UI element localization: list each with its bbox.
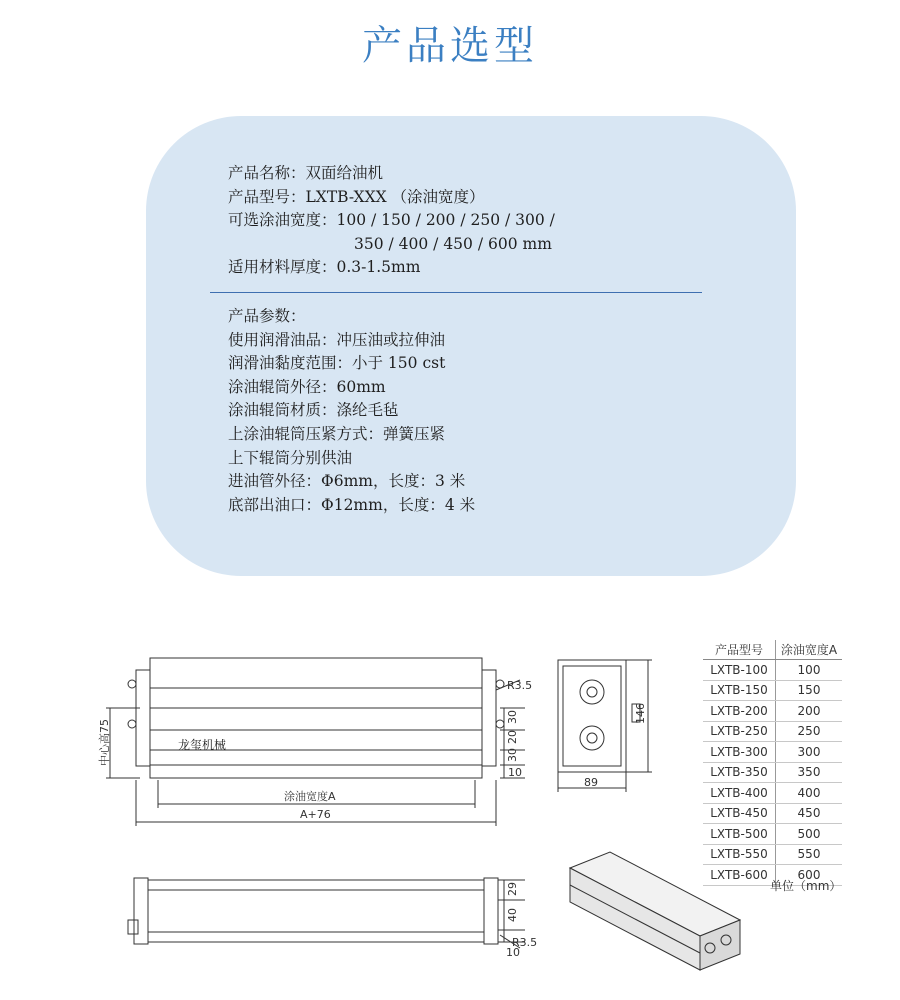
width-cell: 350 — [776, 762, 843, 783]
param-item: 上涂油辊筒压紧方式：弹簧压紧 — [228, 424, 446, 443]
width-cell: 400 — [776, 783, 843, 804]
dim-29: 29 — [506, 882, 519, 896]
width-cell: 300 — [776, 742, 843, 763]
width-a76-label: A+76 — [300, 808, 331, 821]
model-cell: LXTB-250 — [703, 721, 776, 742]
header-model: 产品型号 — [703, 640, 776, 660]
model-cell: LXTB-100 — [703, 660, 776, 681]
optional-widths: 可选涂油宽度：100 / 150 / 200 / 250 / 300 / — [228, 211, 555, 229]
model-cell: LXTB-350 — [703, 762, 776, 783]
dim-20: 20 — [506, 730, 519, 744]
r-label: R3.5 — [507, 679, 533, 692]
table-row — [703, 803, 842, 824]
width-cell: 150 — [776, 680, 843, 701]
brand-label: 龙玺机械 — [178, 738, 227, 752]
dim-30b: 30 — [506, 748, 519, 762]
dim-146: 146 — [634, 703, 647, 724]
center-height-label: 中心高75 — [98, 719, 111, 766]
param-item: 上下辊筒分别供油 — [228, 448, 353, 467]
width-cell: 550 — [776, 844, 843, 865]
product-model: 产品型号：LXTB-XXX （涂油宽度） — [228, 187, 485, 206]
table-row — [703, 762, 842, 783]
model-cell: LXTB-600 — [703, 865, 776, 886]
side-view — [558, 660, 652, 792]
side-body — [558, 660, 626, 772]
param-item: 润滑油黏度范围：小于 150 cst — [228, 354, 446, 373]
material-thickness: 适用材料厚度：0.3-1.5mm — [228, 258, 421, 276]
product-info — [228, 162, 555, 280]
dim-89: 89 — [584, 776, 598, 789]
table-row — [703, 783, 842, 804]
optional-widths-cont: 350 / 400 / 450 / 600 mm — [354, 234, 552, 253]
param-item: 涂油辊筒材质：涤纶毛毡 — [228, 401, 399, 420]
table-row — [703, 660, 842, 681]
model-cell: LXTB-450 — [703, 803, 776, 824]
width-a-label: 涂油宽度A — [284, 790, 336, 803]
model-cell: LXTB-500 — [703, 824, 776, 845]
table-row — [703, 721, 842, 742]
front-body — [150, 658, 482, 778]
table-row — [703, 742, 842, 763]
page-title: 产品选型 — [362, 23, 538, 69]
product-name: 产品名称：双面给油机 — [228, 164, 384, 182]
model-cell: LXTB-400 — [703, 783, 776, 804]
spec-table — [703, 640, 842, 886]
r-label-b: R3.5 — [512, 936, 538, 949]
divider — [210, 292, 702, 293]
table-row — [703, 844, 842, 865]
width-cell: 600 — [776, 865, 843, 886]
dim-10b: 10 — [506, 946, 520, 959]
width-cell: 450 — [776, 803, 843, 824]
width-cell: 500 — [776, 824, 843, 845]
table-row — [703, 824, 842, 845]
table-row — [703, 701, 842, 722]
unit-label: 单位（mm） — [770, 879, 842, 893]
bottom-body — [148, 880, 484, 942]
model-cell: LXTB-200 — [703, 701, 776, 722]
width-cell: 200 — [776, 701, 843, 722]
params-heading: 产品参数： — [228, 307, 306, 325]
width-cell: 250 — [776, 721, 843, 742]
product-params — [228, 305, 475, 517]
param-item: 进油管外径：Φ6mm，长度：3 米 — [228, 472, 466, 491]
model-cell: LXTB-150 — [703, 680, 776, 701]
model-cell: LXTB-300 — [703, 742, 776, 763]
dim-40: 40 — [506, 908, 519, 922]
header-width: 涂油宽度A — [776, 640, 843, 660]
param-item: 使用润滑油品：冲压油或拉伸油 — [228, 330, 446, 349]
param-item: 底部出油口：Φ12mm，长度：4 米 — [228, 495, 476, 514]
param-item: 涂油辊筒外径：60mm — [228, 377, 386, 396]
width-cell: 100 — [776, 660, 843, 681]
model-cell: LXTB-550 — [703, 844, 776, 865]
spec-header-row — [703, 640, 842, 660]
bottom-view — [128, 878, 525, 948]
table-row — [703, 680, 842, 701]
dim-30: 30 — [506, 710, 519, 724]
drawing-labels — [97, 679, 647, 959]
dim-10: 10 — [508, 766, 522, 779]
